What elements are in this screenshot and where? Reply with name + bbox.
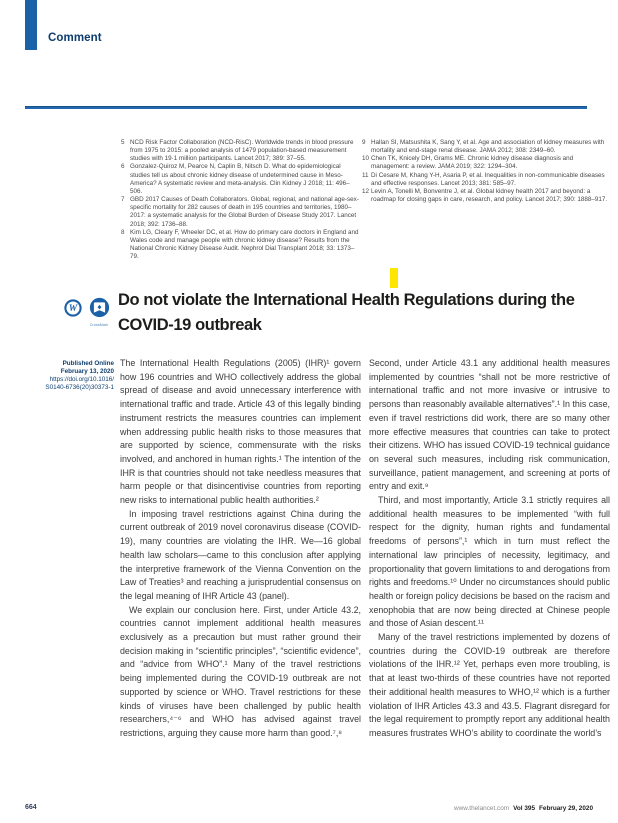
reference-item — [121, 163, 361, 196]
header-rule — [25, 106, 587, 109]
footer-volume: Vol 395 — [513, 804, 535, 812]
body-paragraph: We explain our conclusion here. First, under Article 43.2, countries cannot implement additional health measures exclusively as a precaution but must rather ground their decision making in “scientific principles”, “scientific evidence”, and “advice from WHO”.¹ Many of the travel restrictions being implemented during the COVID-19 outbreak are not supported by science or WHO. Travel restrictions for these kinds of viruses have been challenged by public health researchers,⁴⁻⁶ and WHO has advised against travel restrictions, arguing they cause more harm than good.⁷,⁸ — [120, 604, 361, 738]
reference-item — [121, 229, 361, 262]
published-online-note — [38, 360, 114, 392]
reference-text: Chen TK, Knicely DH, Grams ME. Chronic kidney disease diagnosis and management: a review. JAMA 2019; 322: 1294–304. — [371, 155, 574, 171]
footer-date: February 29, 2020 — [539, 804, 593, 812]
reference-item — [362, 172, 608, 188]
reference-item — [121, 196, 361, 229]
reference-item — [362, 139, 608, 155]
footer-info — [454, 805, 593, 812]
reference-item — [121, 139, 361, 163]
body-column-left — [120, 357, 361, 741]
reference-item — [362, 188, 608, 204]
reference-number: 12 — [362, 187, 370, 195]
body-paragraph: In imposing travel restrictions against China during the current outbreak of 2019 novel coronavirus disease (COVID-19), many countries are violating the IHR. We—16 global health law scholars—came to this conclusion after applying the interpretive framework of the Vienna Convention on the Law of Treaties³ and reaching a jurisprudential consensus on the legal meaning of IHR Article 43 (panel). — [120, 508, 361, 601]
page-number: 664 — [25, 804, 37, 811]
section-label: Comment — [48, 32, 102, 44]
body-column-right — [369, 357, 610, 741]
svg-text:W: W — [68, 304, 78, 315]
reference-number: 6 — [121, 163, 125, 171]
body-paragraph: Third, and most importantly, Article 3.1 strictly requires all additional health measures to be implemented “with full respect for the dignity, human rights and fundamental freedoms of persons”,¹ which in turn must reflect the international law principles of necessity, legitimacy, and proportionality that govern limitations to and derogations from rights and freedoms.¹⁰ Under no circumstances should public health or foreign policy decisions be based on the racism and xenophobia that are now being directed at Chinese people and those of Asian descent.¹¹ — [369, 495, 610, 629]
reference-number: 8 — [121, 228, 125, 236]
article-title: Do not violate the International Health Regulations during the COVID-19 outbreak — [118, 291, 575, 334]
footer-site: www.thelancet.com — [454, 804, 510, 812]
reference-item — [362, 155, 608, 171]
published-online-label: Published Online — [62, 360, 114, 367]
body-paragraph: The International Health Regulations (2005) (IHR)¹ govern how 196 countries and WHO collectively address the global spread of disease and avoid unnecessary interference with international traffic and trade. Article 43 of this legally binding instrument restricts the measures countries can implement when addressing public health risks to those measures that are supported by science, commensurate with the risks involved, and anchored in human rights.¹ The intention of the IHR is that countries should not take needless measures that harm people or that disincentivise countries from reporting new risks to international public health authorities.² — [120, 358, 361, 506]
reference-number: 7 — [121, 196, 125, 204]
crossmark-label: CrossMark — [89, 323, 109, 327]
body-paragraph: Second, under Article 43.1 any additional health measures implemented by countries “shall not be more restrictive of international traffic and not more invasive or intrusive to persons than reasonably available alternatives”.¹ In this case, even if travel restrictions did work, there are so many other more effective measures that countries can take to protect their citizens. WHO has issued COVID-19 technical guidance on several such measures, including risk communication, surveillance, patient management, and screening at ports of entry and exit.⁹ — [369, 358, 610, 492]
references-column-right — [362, 139, 608, 204]
references-column-left — [121, 139, 361, 261]
crossmark-icon[interactable] — [86, 297, 112, 327]
doi-link-line2[interactable]: S0140-6736(20)30373-1 — [45, 384, 114, 391]
reference-number: 5 — [121, 139, 125, 146]
published-date: February 13, 2020 — [60, 368, 114, 375]
reference-text: Gonzalez-Quiroz M, Pearce N, Caplin B, Nitsch D. What do epidemiological studies tell us about chronic kidney disease of undetermined cause in Meso-America? A systematic review and meta-analysis. Clin Kidney J 2018; 11: 496–506. — [130, 163, 350, 195]
reference-text: Levin A, Tonelli M, Bonventre J, et al. Global kidney health 2017 and beyond: a roadmap for closing gaps in care, research, and policy. Lancet 2017; 390: 1888–917. — [371, 187, 608, 204]
section-color-bar — [25, 0, 37, 50]
open-access-w-icon — [64, 299, 82, 322]
reference-number: 9 — [362, 139, 366, 146]
reference-text: GBD 2017 Causes of Death Collaborators. Global, regional, and national age-sex-specific mortality for 282 causes of death in 195 countries and territories, 1980–2017: a systematic analysis for the Global Burden of Disease Study 2017. Lancet 2018; 392: 1736–88. — [130, 196, 359, 228]
doi-link-line1[interactable]: https://doi.org/10.1016/ — [49, 376, 114, 383]
reference-text: Di Cesare M, Khang Y-H, Asaria P, et al. Inequalities in non-communicable diseases and effective responses. Lancet 2013; 381: 585–97. — [371, 171, 605, 187]
reference-text: Hallan SI, Matsushita K, Sang Y, et al. Age and association of kidney measures with mortality and end-stage renal disease. JAMA 2012; 308: 2349–60. — [371, 139, 605, 155]
reference-number: 10 — [362, 155, 370, 163]
reference-text: Kim LG, Cleary F, Wheeler DC, et al. How do primary care doctors in England and Wales code and manage people with chronic kidney disease? Results from the National Chronic Kidney Disease Audit. Nephrol Dial Transplant 2018; 33: 1373–79. — [130, 228, 359, 261]
yellow-highlight-marker — [390, 268, 398, 288]
body-paragraph: Many of the travel restrictions implemented by dozens of countries during the COVID-19 outbreak are therefore violations of the IHR.¹² Yet, perhaps even more troubling, is that at least two-thirds of these countries have not reported their additional health measures to WHO,¹² which is a further violation of IHR Articles 43.3 and 43.5. Flagrant disregard for the legal requirement to promptly report any additional health measures frustrates WHO’s ability to coordinate the world’s — [369, 632, 610, 738]
reference-text: NCD Risk Factor Collaboration (NCD-RisC). Worldwide trends in blood pressure from 1975 to 2015: a pooled analysis of 1479 population-based measurement studies with 19·1 million participants. Lancet 2017; 389: 37–55. — [130, 139, 354, 163]
reference-number: 11 — [362, 171, 369, 179]
article-badges — [64, 296, 114, 330]
